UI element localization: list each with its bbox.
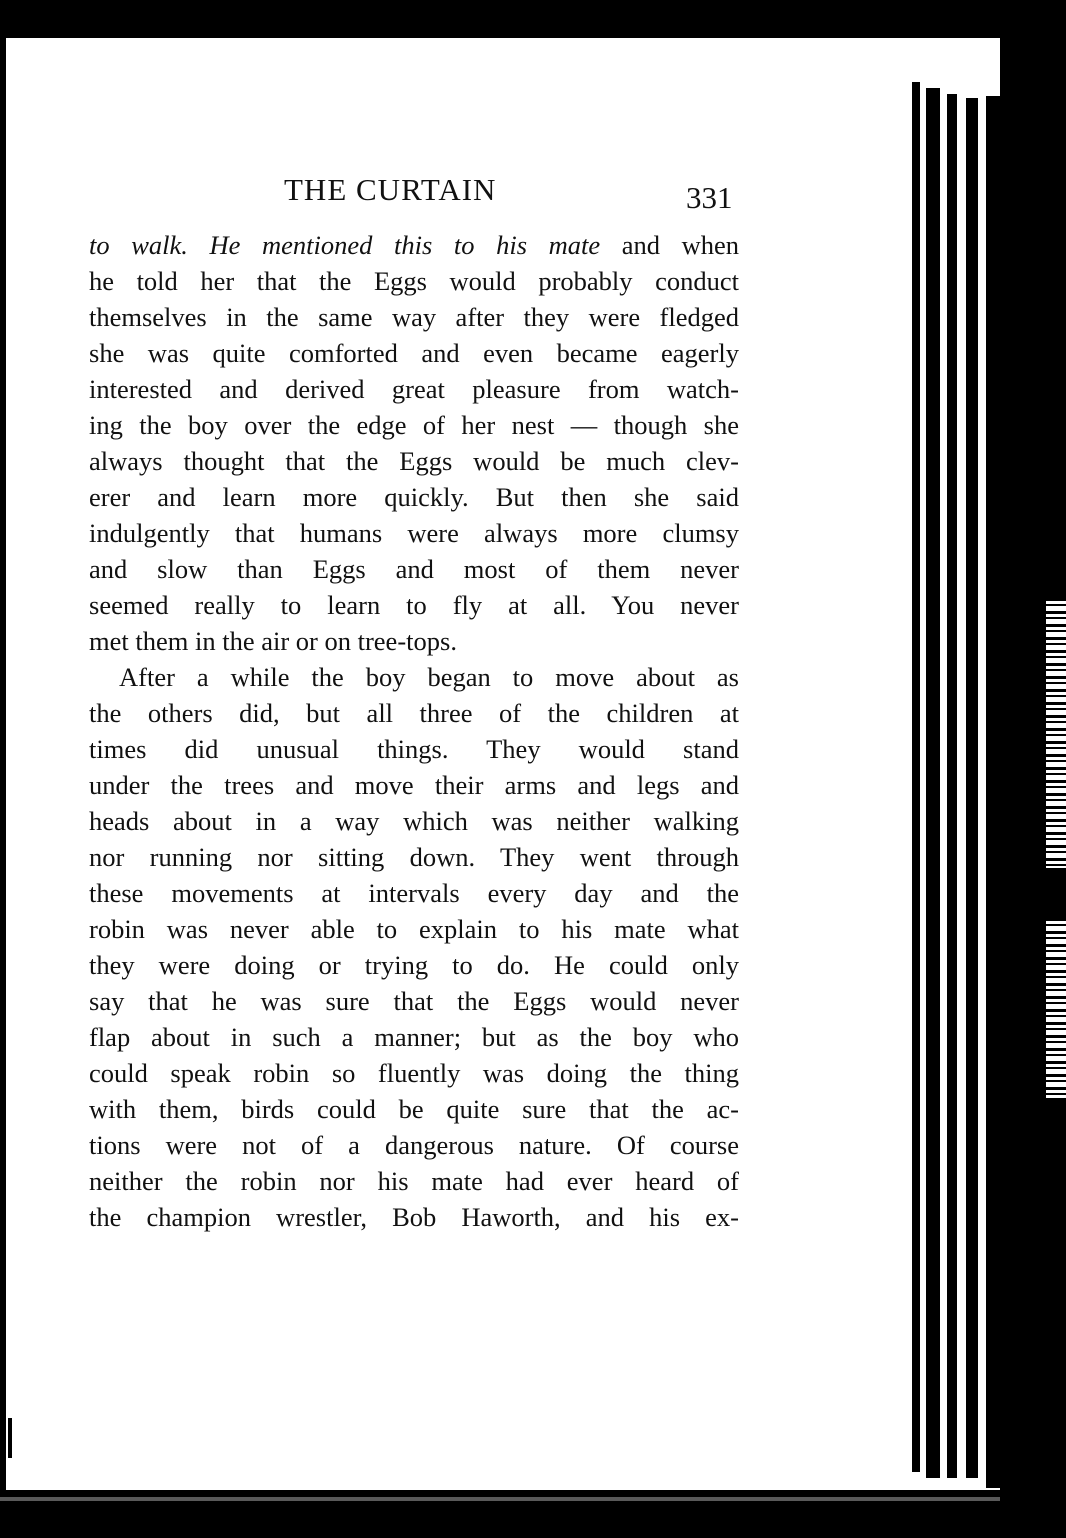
page-edge-stripe [912,82,920,1472]
text-line: tions were not of a dangerous nature. Of course [89,1130,739,1160]
page-edge-stripe [986,96,1000,1488]
text-line: erer and learn more quickly. But then she said [89,482,739,512]
text-line: themselves in the same way after they were fledged [89,302,739,332]
text-line: say that he was sure that the Eggs would never [89,986,739,1016]
text-line: times did unusual things. They would stand [89,734,739,764]
text-line: always thought that the Eggs would be much clev- [89,446,739,476]
text-line: After a while the boy began to move about as [119,662,739,692]
text-line: under the trees and move their arms and legs and [89,770,739,800]
text-line: and slow than Eggs and most of them never [89,554,739,584]
text-line: seemed really to learn to fly at all. You never [89,590,739,620]
page-edge-stripe [926,88,940,1478]
text-line: with them, birds could be quite sure that the ac- [89,1094,739,1124]
page-edge-stripe [966,98,978,1478]
page-edge-texture [1046,598,1066,868]
text-line: these movements at intervals every day and the [89,878,739,908]
text-line: robin was never able to explain to his mate what [89,914,739,944]
text-line: she was quite comforted and even became eagerly [89,338,739,368]
roman-text: and when [600,230,739,260]
text-line: the champion wrestler, Bob Haworth, and his ex- [89,1202,739,1232]
text-line: neither the robin nor his mate had ever heard of [89,1166,739,1196]
scan-bottom-edge-line [0,1497,1000,1501]
text-line: the others did, but all three of the children at [89,698,739,728]
text-line: ing the boy over the edge of her nest — though she [89,410,739,440]
italic-text: to walk. He mentioned this to his mate [89,230,601,260]
text-line: met them in the air or on tree-tops. [89,626,457,656]
gutter-mark [8,1418,12,1458]
text-line: flap about in such a manner; but as the boy who [89,1022,739,1052]
body-text [89,227,739,1235]
page-number: 331 [686,180,733,215]
text-line: interested and derived great pleasure from watch- [89,374,739,404]
text-line: could speak robin so fluently was doing the thing [89,1058,739,1088]
page-edge-stripe [947,94,957,1478]
text-line: indulgently that humans were always more clumsy [89,518,739,548]
text-line: he told her that the Eggs would probably conduct [89,266,739,296]
text-line: nor running nor sitting down. They went through [89,842,739,872]
running-head: THE CURTAIN [284,172,497,207]
text-line [89,227,739,263]
text-line: they were doing or trying to do. He could only [89,950,739,980]
text-line: heads about in a way which was neither walking [89,806,739,836]
page-edge-texture [1046,918,1066,1098]
